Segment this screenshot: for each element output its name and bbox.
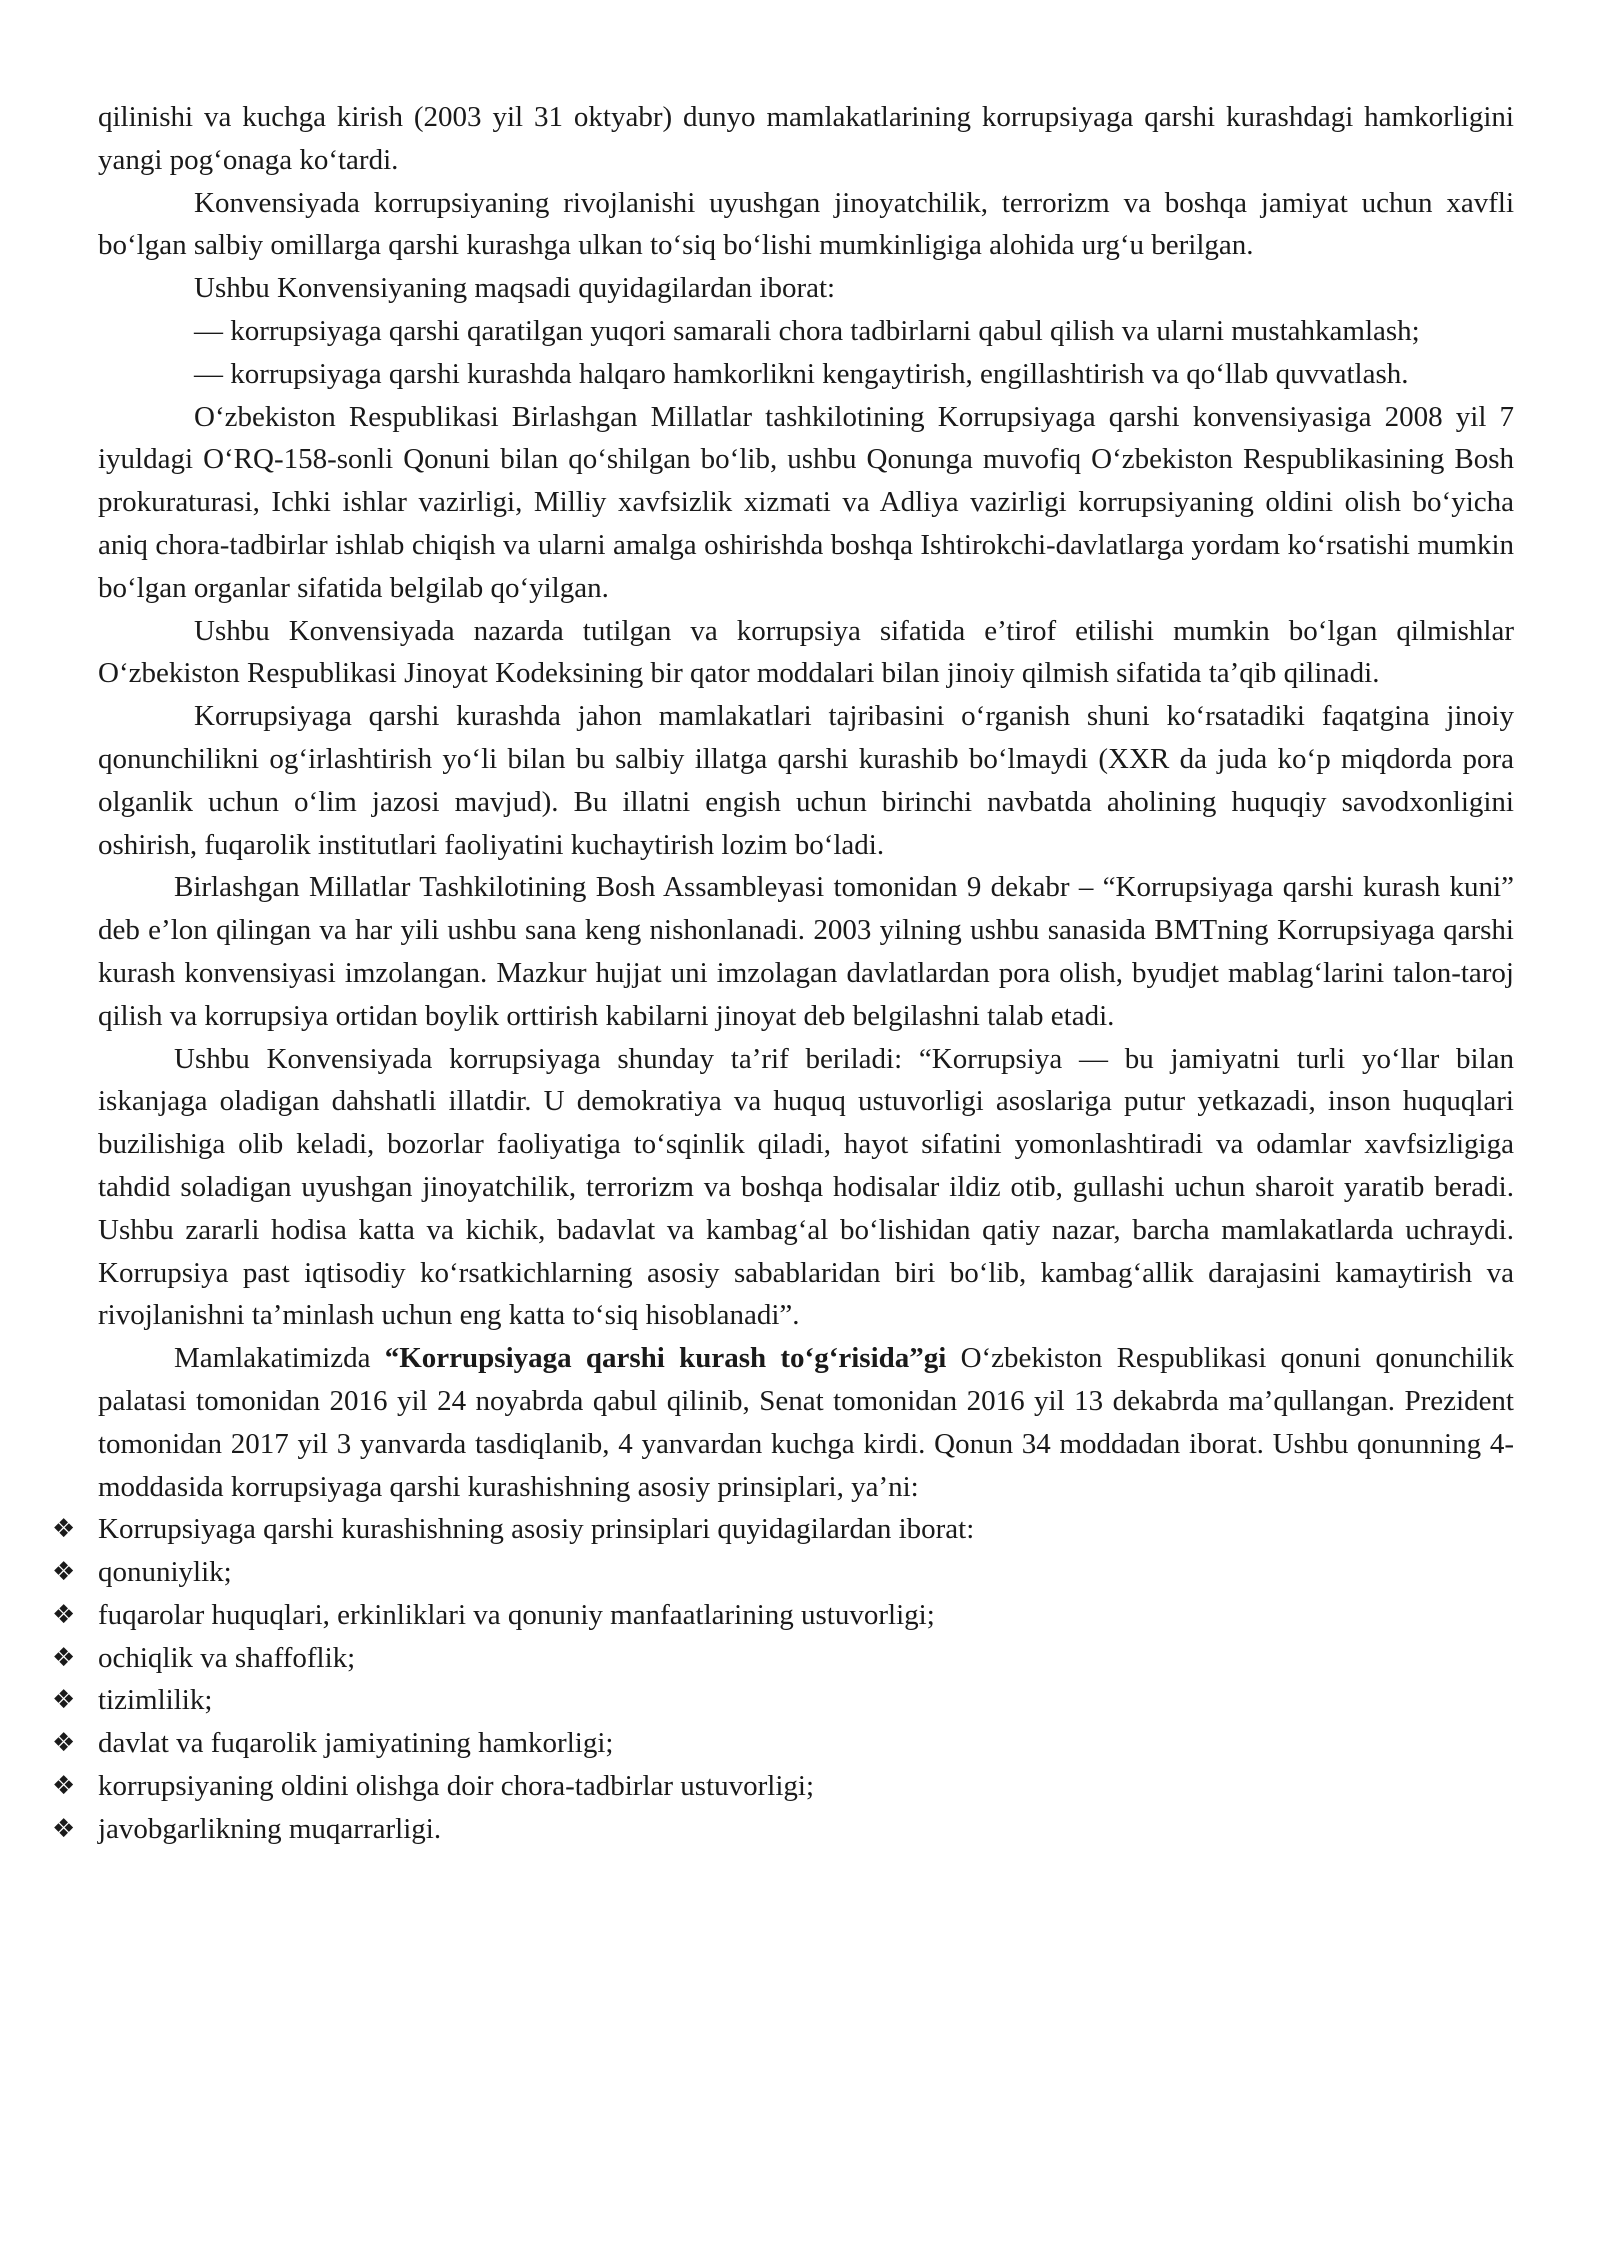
list-item-text: Korrupsiyaga qarshi kurashishning asosiy prinsiplari quyidagilardan iborat: (98, 1513, 975, 1546)
paragraph-uzbekistan-accession: O‘zbekiston Respublikasi Birlashgan Millatlar tashkilotining Korrupsiyaga qarshi konvensiyasiga 2008 yil 7 iyuldagi O‘RQ-158-sonli Qonuni bilan qo‘shilgan bo‘lib, ushbu Qonunga muvofiq O‘zbekiston Respublikasining Bosh prokuraturasi, Ichki ishlar vazirligi, Milliy xavfsizlik xizmati va Adliya vazirligi korrupsiyaning oldini olish bo‘yicha aniq chora-tadbirlar ishlab chiqish va ularni amalga oshirishda boshqa Ishtirokchi-davlatlarga yordam ko‘rsatishi mumkin bo‘lgan organlar sifatida belgilab qo‘yilgan. (98, 400, 1514, 604)
law-lead-text: Mamlakatimizda (174, 1342, 385, 1375)
paragraph-convention-intro: qilinishi va kuchga kirish (2003 yil 31 oktyabr) dunyo mamlakatlarining korrupsiyaga qarshi kurashdagi hamkorligini yangi pog‘onaga ko‘tardi. (98, 101, 1514, 176)
law-title: “Korrupsiyaga qarshi kurash to‘g‘risida”gi (384, 1342, 947, 1375)
diamond-bullet-icon: ❖ (52, 1557, 76, 1588)
list-item (52, 1508, 1514, 1551)
diamond-bullet-icon: ❖ (52, 1813, 76, 1844)
paragraph-world-experience: Korrupsiyaga qarshi kurashda jahon mamlakatlari tajribasini o‘rganish shuni ko‘rsatadiki faqatgina jinoiy qonunchilikni og‘irlashtirish yo‘li bilan bu salbiy illatga qarshi kurashib bo‘lmaydi (XXR da juda ko‘p miqdorda pora olganlik uchun o‘lim jazosi mavjud). Bu illatni engish uchun birinchi navbatda aholining huquqiy savodxonligini oshirish, fuqarolik institutlari faoliyatini kuchaytirish lozim bo‘ladi. (98, 700, 1514, 861)
list-item-text: korrupsiyaning oldini olishga doir chora-tadbirlar ustuvorligi; (98, 1770, 815, 1803)
paragraph-corruption-definition: Ushbu Konvensiyada korrupsiyaga shunday ta’rif beriladi: “Korrupsiya — bu jamiyatni turli yo‘llar bilan iskanjaga oladigan dahshatli illatdir. U demokratiya va huquq ustuvorligi asoslariga putur yetkazadi, inson huquqlari buzilishiga olib keladi, bozorlar faoliyatiga to‘sqinlik qiladi, hayot sifatini yomonlashtiradi va odamlar xavfsizligiga tahdid soladigan uyushgan jinoyatchilik, terrorizm va boshqa hodisalar ildiz otib, gullashi uchun sharoit yaratib beradi. Ushbu zararli hodisa katta va kichik, badavlat va kambag‘al bo‘lishidan qatiy nazar, barcha mamlakatlarda uchraydi. Korrupsiya past iqtisodiy ko‘rsatkichlarning asosiy sabablaridan biri bo‘lib, kambag‘allik darajasini kamaytirish va rivojlanishni ta’minlash uchun eng katta to‘siq hisoblanadi”. (98, 1042, 1514, 1332)
list-item-text: fuqarolar huquqlari, erkinliklari va qonuniy manfaatlarining ustuvorligi; (98, 1598, 935, 1631)
list-item (52, 1594, 1514, 1637)
paragraph-anticorruption-day: Birlashgan Millatlar Tashkilotining Bosh Assambleyasi tomonidan 9 dekabr – “Korrupsiyaga qarshi kurash kuni” deb e’lon qilingan va har yili ushbu sana keng nishonlanadi. 2003 yilning ushbu sanasida BMTning Korrupsiyaga qarshi kurash konvensiyasi imzolangan. Mazkur hujjat uni imzolagan davlatlardan pora olish, byudjet mablag‘larini talon-taroj qilish va korrupsiya ortidan boylik orttirish kabilarni jinoyat deb belgilashni talab etadi. (98, 871, 1514, 1032)
list-item-text: davlat va fuqarolik jamiyatining hamkorligi; (98, 1727, 614, 1760)
list-item-text: javobgarlikning muqarrarligi. (98, 1812, 442, 1845)
diamond-bullet-icon: ❖ (52, 1514, 76, 1545)
paragraph-goal-1: — korrupsiyaga qarshi qaratilgan yuqori samarali chora tadbirlarni qabul qilish va ularni mustahkamlash; (194, 314, 1420, 347)
document-page (52, 96, 1514, 1851)
diamond-bullet-icon: ❖ (52, 1771, 76, 1802)
diamond-bullet-icon: ❖ (52, 1599, 76, 1630)
diamond-bullet-icon: ❖ (52, 1728, 76, 1759)
principles-list (52, 1508, 1514, 1850)
law-rest-text: O‘zbekiston Respublikasi qonuni qonunchilik palatasi tomonidan 2016 yil 24 noyabrda qabul qilinib, Senat tomonidan 2016 yil 13 dekabrda ma’qullangan. Prezident tomonidan 2017 yil 3 yanvarda tasdiqlanib, 4 yanvardan kuchga kirdi. Qonun 34 moddadan iborat. Ushbu qonunning 4-moddasida korrupsiyaga qarshi kurashishning asosiy prinsiplari, ya’ni: (98, 1342, 1514, 1503)
list-item (52, 1765, 1514, 1808)
diamond-bullet-icon: ❖ (52, 1685, 76, 1716)
paragraph-convention-emphasis: Konvensiyada korrupsiyaning rivojlanishi uyushgan jinoyatchilik, terrorizm va boshqa jamiyat uchun xavfli bo‘lgan salbiy omillarga qarshi kurashga ulkan to‘siq bo‘lishi mumkinligiga alohida urg‘u berilgan. (98, 186, 1514, 262)
list-item (52, 1808, 1514, 1851)
diamond-bullet-icon: ❖ (52, 1642, 76, 1673)
list-item (52, 1637, 1514, 1680)
list-item-text: ochiqlik va shaffoflik; (98, 1641, 356, 1674)
list-item-text: tizimlilik; (98, 1684, 213, 1717)
paragraph-law-adoption (98, 1337, 1514, 1508)
list-item (52, 1679, 1514, 1722)
paragraph-goal-2: — korrupsiyaga qarshi kurashda halqaro hamkorlikni kengaytirish, engillashtirish va qo‘llab quvvatlash. (194, 357, 1409, 390)
paragraph-convention-goals: Ushbu Konvensiyaning maqsadi quyidagilardan iborat: (194, 272, 836, 305)
paragraph-criminal-code: Ushbu Konvensiyada nazarda tutilgan va korrupsiya sifatida e’tirof etilishi mumkin bo‘lgan qilmishlar O‘zbekiston Respublikasi Jinoyat Kodeksining bir qator moddalari bilan jinoiy qilmish sifatida ta’qib qilinadi. (98, 614, 1514, 690)
list-item (52, 1551, 1514, 1594)
list-item-text: qonuniylik; (98, 1556, 232, 1589)
list-item (52, 1722, 1514, 1765)
